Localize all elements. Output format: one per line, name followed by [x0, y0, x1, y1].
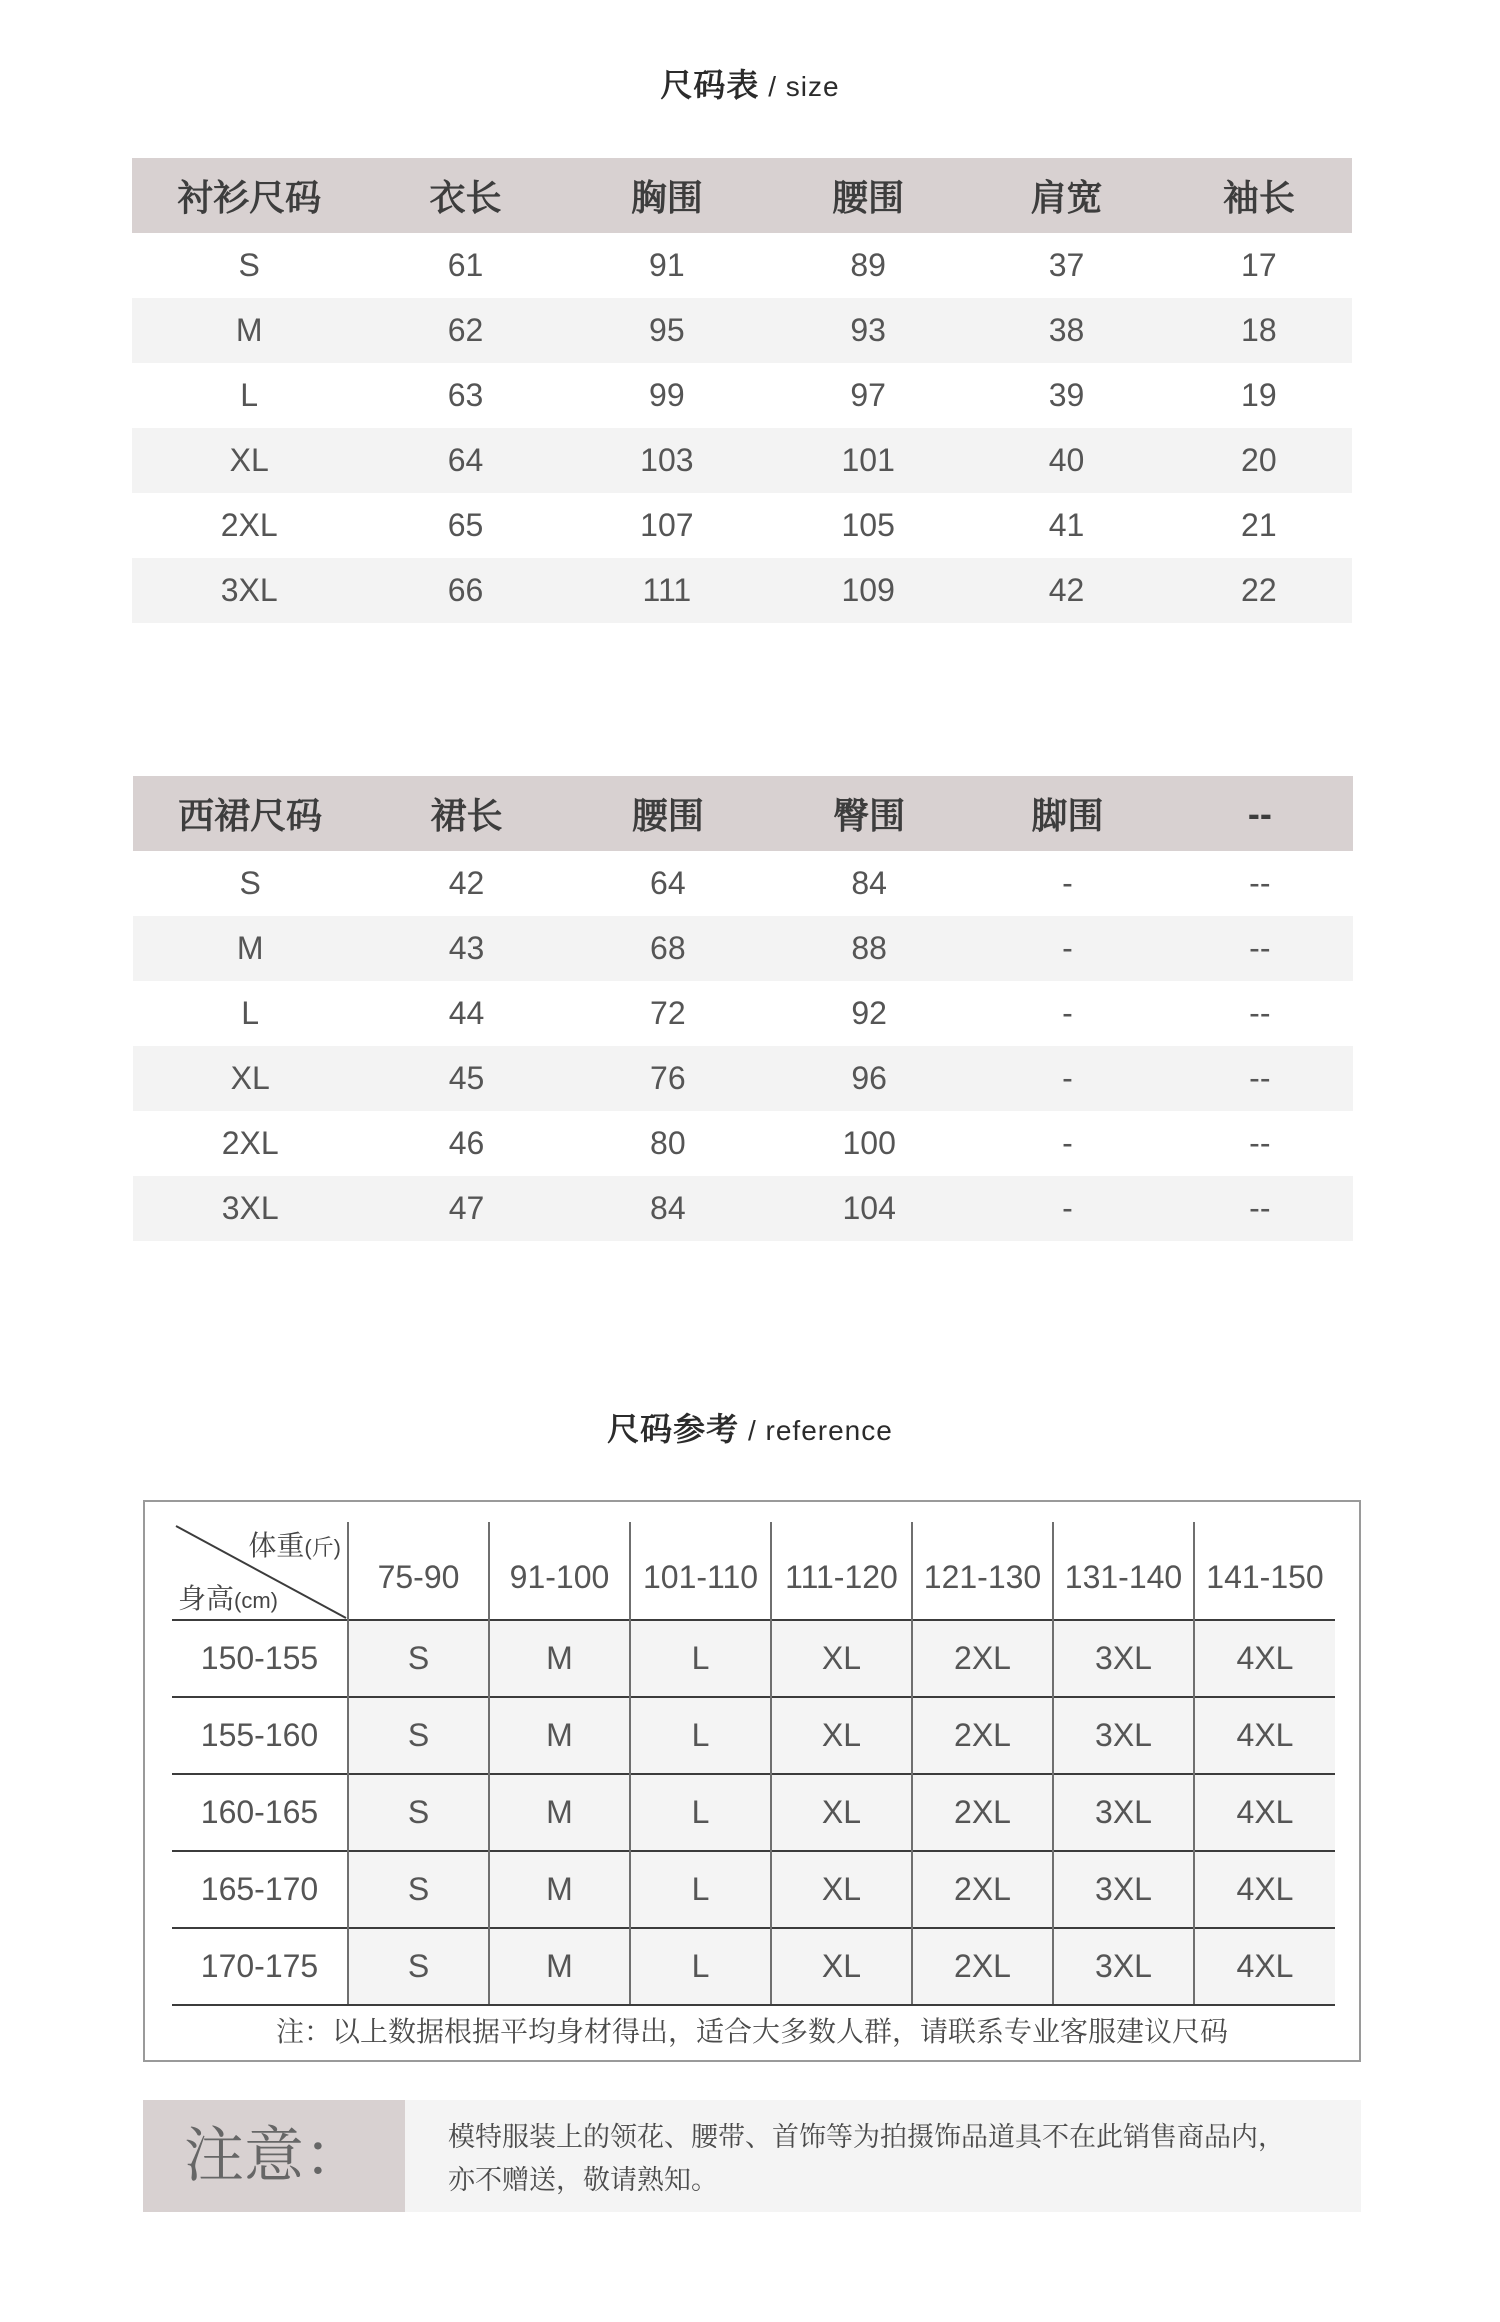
table-cell: 95 — [565, 298, 769, 363]
size-title-separator: / — [759, 71, 786, 102]
shirt-header-chest: 胸围 — [565, 158, 769, 233]
table-row — [133, 981, 1353, 1046]
table-cell: 107 — [640, 507, 694, 543]
reference-note: 注：以上数据根据平均身材得出，适合大多数人群，请联系专业客服建议尺码 — [275, 2016, 1228, 2047]
table-cell: 93 — [769, 298, 967, 363]
skirt-table-header-row — [133, 776, 1353, 851]
size-cell: 3XL — [1053, 1851, 1194, 1928]
size-cell: 4XL — [1194, 1620, 1335, 1697]
size-cell: 4XL — [1194, 1928, 1335, 2005]
height-unit: (cm) — [234, 1588, 278, 1613]
table-row — [133, 851, 1353, 916]
weight-range-header: 75-90 — [348, 1522, 489, 1620]
size-cell: 3XL — [1053, 1620, 1194, 1697]
table-cell: 17 — [1241, 247, 1277, 283]
table-cell: 91 — [649, 247, 685, 283]
table-cell: 101 — [769, 428, 967, 493]
table-cell: 72 — [650, 995, 686, 1031]
table-cell: 39 — [1048, 377, 1085, 413]
table-cell: 63 — [447, 377, 484, 413]
reference-section-title — [0, 1404, 1500, 1450]
size-cell: L — [630, 1697, 771, 1774]
table-row — [132, 363, 1352, 428]
skirt-header-hip: 臀围 — [770, 776, 968, 851]
table-cell: -- — [1249, 995, 1271, 1031]
table-cell: L — [240, 377, 259, 413]
skirt-header-empty: -- — [1167, 776, 1353, 851]
table-row — [133, 1111, 1353, 1176]
table-cell: 22 — [1166, 558, 1352, 623]
table-cell: - — [968, 1176, 1166, 1241]
size-cell: S — [348, 1774, 489, 1851]
table-cell: 44 — [448, 995, 485, 1031]
table-row — [132, 428, 1352, 493]
size-cell: 3XL — [1053, 1928, 1194, 2005]
table-cell: 64 — [650, 865, 686, 901]
table-cell: 42 — [448, 865, 485, 901]
shirt-header-sleeve: 袖长 — [1166, 158, 1352, 233]
table-cell: 111 — [565, 558, 769, 623]
skirt-header-hem: 脚围 — [968, 776, 1166, 851]
reference-title-en: reference — [765, 1415, 893, 1446]
table-row — [133, 1046, 1353, 1111]
table-cell: 97 — [850, 377, 886, 413]
table-cell: 64 — [366, 428, 564, 493]
size-cell: S — [348, 1851, 489, 1928]
table-cell: - — [968, 916, 1166, 981]
size-cell: XL — [771, 1697, 912, 1774]
reference-header-row — [172, 1522, 1335, 1620]
table-cell: - — [1062, 1125, 1073, 1161]
table-cell: 65 — [447, 507, 484, 543]
size-cell: XL — [771, 1928, 912, 2005]
table-cell: 43 — [367, 916, 565, 981]
size-reference-box — [143, 1500, 1361, 2062]
skirt-size-table — [133, 776, 1353, 1241]
table-row — [172, 1620, 1335, 1697]
size-cell: XL — [771, 1620, 912, 1697]
shirt-header-length: 衣长 — [366, 158, 564, 233]
table-cell: 84 — [566, 1176, 770, 1241]
table-row — [172, 1928, 1335, 2005]
table-row — [132, 558, 1352, 623]
table-cell: 89 — [850, 247, 886, 283]
size-cell: 3XL — [1053, 1774, 1194, 1851]
size-cell: 4XL — [1194, 1774, 1335, 1851]
table-cell: XL — [132, 428, 366, 493]
size-cell: L — [630, 1620, 771, 1697]
size-reference-table — [172, 1522, 1335, 2006]
corner-height-label — [178, 1577, 278, 1617]
weight-unit: (斤) — [304, 1535, 341, 1560]
table-cell: 3XL — [132, 558, 366, 623]
table-cell: 96 — [770, 1046, 968, 1111]
weight-range-header: 111-120 — [771, 1522, 912, 1620]
size-cell: 2XL — [912, 1697, 1053, 1774]
reference-title-cn: 尺码参考 — [607, 1411, 740, 1447]
size-cell: 4XL — [1194, 1851, 1335, 1928]
table-cell: 19 — [1241, 377, 1277, 413]
height-range-cell: 150-155 — [172, 1620, 348, 1697]
table-row — [132, 493, 1352, 558]
size-cell: M — [489, 1697, 630, 1774]
weight-label: 体重 — [248, 1530, 305, 1561]
notice-label: 注意： — [143, 2100, 405, 2212]
table-cell: S — [239, 865, 261, 901]
size-section-title — [0, 60, 1500, 106]
table-cell: 100 — [842, 1125, 896, 1161]
size-cell: 2XL — [912, 1928, 1053, 2005]
table-cell: -- — [1249, 865, 1271, 901]
table-cell: L — [241, 995, 260, 1031]
height-range-cell: 165-170 — [172, 1851, 348, 1928]
table-cell: 41 — [1048, 507, 1085, 543]
table-cell: -- — [1167, 916, 1353, 981]
table-cell: 76 — [566, 1046, 770, 1111]
height-range-cell: 170-175 — [172, 1928, 348, 2005]
notice-text — [448, 2116, 1338, 2202]
table-row — [133, 1176, 1353, 1241]
table-cell: 99 — [649, 377, 685, 413]
size-cell: 3XL — [1053, 1697, 1194, 1774]
size-cell: S — [348, 1697, 489, 1774]
reference-title-separator: / — [739, 1415, 766, 1446]
table-cell: - — [1062, 865, 1073, 901]
weight-range-header: 121-130 — [912, 1522, 1053, 1620]
table-cell: 61 — [447, 247, 484, 283]
table-row — [172, 1697, 1335, 1774]
table-cell: 2XL — [220, 507, 278, 543]
table-cell: - — [968, 1046, 1166, 1111]
table-cell: 38 — [967, 298, 1165, 363]
table-cell: 103 — [565, 428, 769, 493]
size-cell: 2XL — [912, 1620, 1053, 1697]
size-cell: 2XL — [912, 1851, 1053, 1928]
table-row — [133, 916, 1353, 981]
size-cell: M — [489, 1620, 630, 1697]
table-cell: 104 — [770, 1176, 968, 1241]
table-cell: 46 — [448, 1125, 485, 1161]
notice-line-1: 模特服装上的领花、腰带、首饰等为拍摄饰品道具不在此销售商品内， — [448, 2122, 1285, 2152]
size-title-en: size — [785, 71, 840, 102]
size-cell: 2XL — [912, 1774, 1053, 1851]
skirt-header-size: 西裙尺码 — [133, 776, 367, 851]
table-cell: 80 — [650, 1125, 686, 1161]
size-cell: L — [630, 1928, 771, 2005]
notice-line-2: 亦不赠送，敬请熟知。 — [448, 2165, 718, 2195]
size-cell: L — [630, 1774, 771, 1851]
weight-range-header: 131-140 — [1053, 1522, 1194, 1620]
table-cell: 84 — [851, 865, 887, 901]
size-cell: M — [489, 1851, 630, 1928]
weight-range-header: 101-110 — [630, 1522, 771, 1620]
size-title-cn: 尺码表 — [660, 67, 760, 103]
table-cell: 2XL — [221, 1125, 279, 1161]
table-cell: 18 — [1166, 298, 1352, 363]
table-cell: 109 — [769, 558, 967, 623]
table-cell: XL — [133, 1046, 367, 1111]
table-cell: S — [238, 247, 260, 283]
size-cell: S — [348, 1928, 489, 2005]
shirt-table-header-row — [132, 158, 1352, 233]
weight-range-header: 91-100 — [489, 1522, 630, 1620]
table-row — [132, 298, 1352, 363]
size-cell: S — [348, 1620, 489, 1697]
size-cell: M — [489, 1774, 630, 1851]
shirt-header-size: 衬衫尺码 — [132, 158, 366, 233]
table-row — [172, 1774, 1335, 1851]
table-cell: -- — [1167, 1176, 1353, 1241]
table-cell: 105 — [841, 507, 895, 543]
size-cell: L — [630, 1851, 771, 1928]
table-cell: 3XL — [133, 1176, 367, 1241]
weight-range-header: 141-150 — [1206, 1559, 1324, 1595]
table-cell: 42 — [967, 558, 1165, 623]
table-cell: 88 — [770, 916, 968, 981]
table-cell: M — [132, 298, 366, 363]
skirt-header-length: 裙长 — [367, 776, 565, 851]
shirt-header-shoulder: 肩宽 — [967, 158, 1165, 233]
height-range-cell: 160-165 — [172, 1774, 348, 1851]
table-cell: 37 — [1048, 247, 1085, 283]
table-cell: 40 — [967, 428, 1165, 493]
shirt-header-waist: 腰围 — [769, 158, 967, 233]
size-cell: 4XL — [1194, 1697, 1335, 1774]
table-cell: 47 — [367, 1176, 565, 1241]
height-range-cell: 155-160 — [172, 1697, 348, 1774]
table-cell: 68 — [566, 916, 770, 981]
table-cell: 20 — [1166, 428, 1352, 493]
table-cell: -- — [1249, 1125, 1271, 1161]
corner-weight-label — [248, 1524, 341, 1564]
notice-block — [143, 2100, 1361, 2212]
shirt-size-table — [132, 158, 1352, 623]
table-cell: 62 — [366, 298, 564, 363]
height-label: 身高 — [178, 1583, 235, 1614]
skirt-header-waist: 腰围 — [566, 776, 770, 851]
size-cell: XL — [771, 1851, 912, 1928]
table-cell: 45 — [367, 1046, 565, 1111]
table-cell: - — [1062, 995, 1073, 1031]
table-row — [172, 1851, 1335, 1928]
size-cell: M — [489, 1928, 630, 2005]
table-cell: 92 — [851, 995, 887, 1031]
table-cell: 21 — [1241, 507, 1277, 543]
size-cell: XL — [771, 1774, 912, 1851]
table-row — [132, 233, 1352, 298]
reference-corner-cell — [172, 1522, 348, 1620]
table-cell: -- — [1167, 1046, 1353, 1111]
table-cell: 66 — [366, 558, 564, 623]
table-cell: M — [133, 916, 367, 981]
